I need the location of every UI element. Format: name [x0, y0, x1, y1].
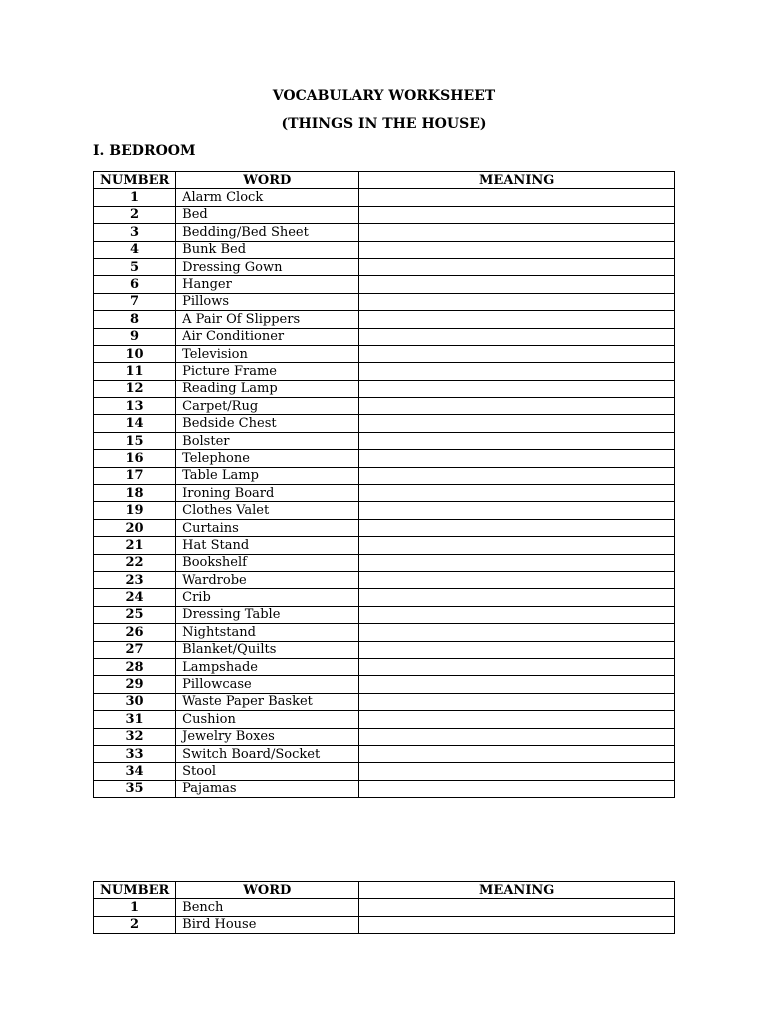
row-meaning-cell[interactable]	[359, 745, 675, 762]
table-row	[94, 711, 675, 728]
document-title: VOCABULARY WORKSHEET	[272, 88, 496, 104]
row-meaning-cell[interactable]	[359, 693, 675, 710]
row-number: 2	[94, 206, 176, 223]
row-number: 6	[94, 276, 176, 293]
row-word: Hanger	[176, 276, 359, 293]
row-number: 16	[94, 450, 176, 467]
table-row	[94, 899, 675, 916]
header-word: WORD	[176, 172, 359, 189]
row-meaning-cell[interactable]	[359, 711, 675, 728]
section-heading-bedroom: I. BEDROOM	[93, 143, 196, 159]
table-row	[94, 328, 675, 345]
table-row	[94, 624, 675, 641]
row-number: 34	[94, 763, 176, 780]
row-word: A Pair Of Slippers	[176, 311, 359, 328]
row-number: 21	[94, 537, 176, 554]
row-word: Clothes Valet	[176, 502, 359, 519]
table-row	[94, 380, 675, 397]
table-row	[94, 554, 675, 571]
row-meaning-cell[interactable]	[359, 189, 675, 206]
row-meaning-cell[interactable]	[359, 241, 675, 258]
row-meaning-cell[interactable]	[359, 224, 675, 241]
row-number: 4	[94, 241, 176, 258]
table-row	[94, 276, 675, 293]
table-row	[94, 537, 675, 554]
row-word: Stool	[176, 763, 359, 780]
row-number: 8	[94, 311, 176, 328]
table-row	[94, 224, 675, 241]
table-row	[94, 189, 675, 206]
row-meaning-cell[interactable]	[359, 345, 675, 362]
row-number: 24	[94, 589, 176, 606]
header-meaning: MEANING	[359, 172, 675, 189]
row-word: Pillows	[176, 293, 359, 310]
row-number: 17	[94, 467, 176, 484]
row-meaning-cell[interactable]	[359, 311, 675, 328]
table-row	[94, 345, 675, 362]
row-meaning-cell[interactable]	[359, 502, 675, 519]
row-word: Wardrobe	[176, 571, 359, 588]
table-row	[94, 415, 675, 432]
table-header-row	[94, 172, 675, 189]
table-row	[94, 676, 675, 693]
table-row	[94, 467, 675, 484]
table-row	[94, 241, 675, 258]
row-meaning-cell[interactable]	[359, 780, 675, 797]
table-row	[94, 916, 675, 933]
row-word: Bird House	[176, 916, 359, 933]
row-word: Alarm Clock	[176, 189, 359, 206]
row-number: 26	[94, 624, 176, 641]
row-number: 12	[94, 380, 176, 397]
row-meaning-cell[interactable]	[359, 641, 675, 658]
row-number: 5	[94, 258, 176, 275]
table-row	[94, 728, 675, 745]
row-word: Television	[176, 345, 359, 362]
row-meaning-cell[interactable]	[359, 916, 675, 933]
table-row	[94, 450, 675, 467]
table-row	[94, 641, 675, 658]
table-row	[94, 658, 675, 675]
row-number: 29	[94, 676, 176, 693]
row-meaning-cell[interactable]	[359, 519, 675, 536]
table-row	[94, 398, 675, 415]
table-row	[94, 745, 675, 762]
row-word: Bench	[176, 899, 359, 916]
row-word: Lampshade	[176, 658, 359, 675]
row-meaning-cell[interactable]	[359, 467, 675, 484]
row-word: Bed	[176, 206, 359, 223]
row-number: 20	[94, 519, 176, 536]
row-meaning-cell[interactable]	[359, 763, 675, 780]
table-row	[94, 363, 675, 380]
row-meaning-cell[interactable]	[359, 363, 675, 380]
table-header-row	[94, 882, 675, 899]
row-word: Reading Lamp	[176, 380, 359, 397]
table-row	[94, 780, 675, 797]
row-meaning-cell[interactable]	[359, 328, 675, 345]
row-number: 1	[94, 899, 176, 916]
header-word: WORD	[176, 882, 359, 899]
table-row	[94, 485, 675, 502]
row-meaning-cell[interactable]	[359, 450, 675, 467]
table-row	[94, 693, 675, 710]
row-number: 10	[94, 345, 176, 362]
row-number: 23	[94, 571, 176, 588]
row-number: 13	[94, 398, 176, 415]
table-row	[94, 606, 675, 623]
table-row	[94, 763, 675, 780]
row-number: 35	[94, 780, 176, 797]
row-number: 15	[94, 432, 176, 449]
second-vocabulary-table	[93, 881, 675, 934]
row-word: Bedding/Bed Sheet	[176, 224, 359, 241]
header-number: NUMBER	[94, 172, 176, 189]
row-word: Crib	[176, 589, 359, 606]
row-word: Bunk Bed	[176, 241, 359, 258]
table-row	[94, 519, 675, 536]
table-row	[94, 258, 675, 275]
row-number: 28	[94, 658, 176, 675]
row-word: Bolster	[176, 432, 359, 449]
row-meaning-cell[interactable]	[359, 258, 675, 275]
row-number: 19	[94, 502, 176, 519]
document-subtitle: (THINGS IN THE HOUSE)	[281, 116, 487, 132]
row-number: 30	[94, 693, 176, 710]
row-word: Switch Board/Socket	[176, 745, 359, 762]
row-word: Air Conditioner	[176, 328, 359, 345]
row-word: Dressing Gown	[176, 258, 359, 275]
row-number: 11	[94, 363, 176, 380]
row-meaning-cell[interactable]	[359, 432, 675, 449]
row-meaning-cell[interactable]	[359, 537, 675, 554]
row-number: 9	[94, 328, 176, 345]
header-number: NUMBER	[94, 882, 176, 899]
row-word: Hat Stand	[176, 537, 359, 554]
row-number: 2	[94, 916, 176, 933]
row-word: Waste Paper Basket	[176, 693, 359, 710]
row-meaning-cell[interactable]	[359, 624, 675, 641]
row-word: Ironing Board	[176, 485, 359, 502]
row-meaning-cell[interactable]	[359, 398, 675, 415]
row-meaning-cell[interactable]	[359, 571, 675, 588]
row-number: 31	[94, 711, 176, 728]
row-meaning-cell[interactable]	[359, 206, 675, 223]
header-meaning: MEANING	[359, 882, 675, 899]
table-row	[94, 206, 675, 223]
row-meaning-cell[interactable]	[359, 658, 675, 675]
row-meaning-cell[interactable]	[359, 380, 675, 397]
row-meaning-cell[interactable]	[359, 293, 675, 310]
row-meaning-cell[interactable]	[359, 276, 675, 293]
table-row	[94, 502, 675, 519]
row-number: 25	[94, 606, 176, 623]
row-meaning-cell[interactable]	[359, 728, 675, 745]
row-word: Cushion	[176, 711, 359, 728]
row-meaning-cell[interactable]	[359, 589, 675, 606]
row-meaning-cell[interactable]	[359, 415, 675, 432]
row-number: 3	[94, 224, 176, 241]
row-number: 27	[94, 641, 176, 658]
row-word: Carpet/Rug	[176, 398, 359, 415]
table-row	[94, 571, 675, 588]
row-word: Nightstand	[176, 624, 359, 641]
row-meaning-cell[interactable]	[359, 554, 675, 571]
row-meaning-cell[interactable]	[359, 485, 675, 502]
row-word: Pillowcase	[176, 676, 359, 693]
row-word: Picture Frame	[176, 363, 359, 380]
row-word: Pajamas	[176, 780, 359, 797]
row-meaning-cell[interactable]	[359, 899, 675, 916]
row-number: 33	[94, 745, 176, 762]
row-word: Jewelry Boxes	[176, 728, 359, 745]
row-number: 22	[94, 554, 176, 571]
table-row	[94, 432, 675, 449]
row-meaning-cell[interactable]	[359, 606, 675, 623]
row-word: Bedside Chest	[176, 415, 359, 432]
table-row	[94, 293, 675, 310]
row-number: 18	[94, 485, 176, 502]
row-word: Blanket/Quilts	[176, 641, 359, 658]
row-number: 32	[94, 728, 176, 745]
row-meaning-cell[interactable]	[359, 676, 675, 693]
row-number: 1	[94, 189, 176, 206]
table-row	[94, 589, 675, 606]
row-word: Dressing Table	[176, 606, 359, 623]
row-word: Bookshelf	[176, 554, 359, 571]
table-row	[94, 311, 675, 328]
bedroom-vocabulary-table	[93, 171, 675, 798]
row-word: Telephone	[176, 450, 359, 467]
row-number: 14	[94, 415, 176, 432]
row-word: Curtains	[176, 519, 359, 536]
row-word: Table Lamp	[176, 467, 359, 484]
row-number: 7	[94, 293, 176, 310]
